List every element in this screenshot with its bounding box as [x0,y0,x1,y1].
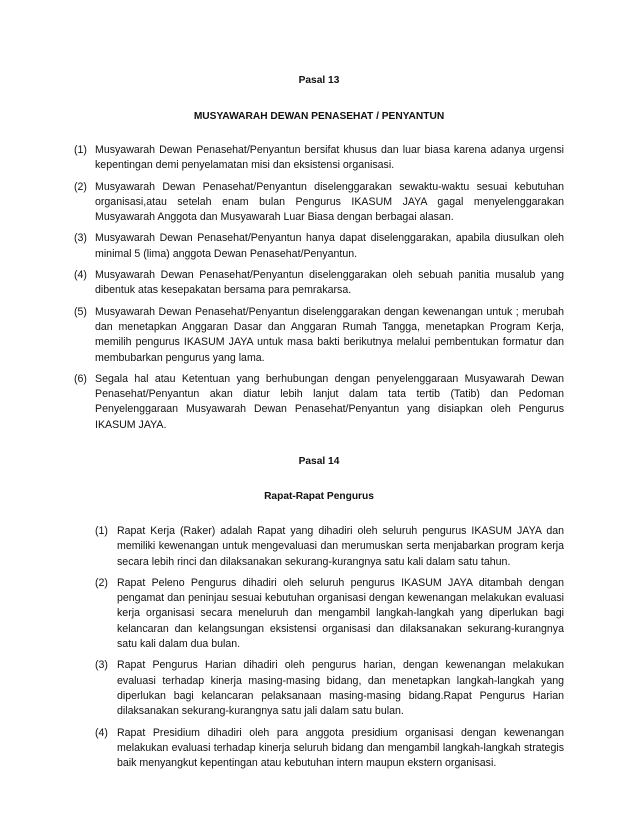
pasal-13-list [74,143,564,439]
list-item [95,576,564,652]
item-text: Rapat Pengurus Harian dihadiri oleh pengurus harian, dengan kewenangan melakukan evaluasi terhadap kinerja masing-masing bidang, dan menetapkan langkah-langkah yang diperlukan bagi kelancaran pelaksanaan masing-masing bidang.Rapat Pengurus Harian dilaksanakan sekurang-kurangnya satu jali dalam satu bulan. [117,659,564,718]
list-item [74,372,564,433]
item-text: Musyawarah Dewan Penasehat/Penyantun hanya dapat diselenggarakan, apabila diusulkan oleh minimal 5 (lima) anggota Dewan Penasehat/Penyantun. [95,232,564,260]
pasal-14-subtitle: Rapat-Rapat Pengurus [264,491,374,502]
pasal-14-list [95,524,564,777]
item-text: Rapat Kerja (Raker) adalah Rapat yang dihadiri oleh seluruh pengurus IKASUM JAYA dan memiliki kewenangan untuk mengevaluasi dan merumuskan serta menjabarkan program kerja secara lebih rinci dan dilaksanakan sekurang-kurangnya satu kali dalam satu tahun. [117,525,564,568]
list-item [95,726,564,772]
item-number: (2) [74,180,87,193]
list-item [74,180,564,226]
item-number: (4) [74,269,87,282]
item-text: Musyawarah Dewan Penasehat/Penyantun bersifat khusus dan luar biasa karena adanya urgensi kepentingan demi penyelamatan misi dan eksistensi organisasi. [95,144,564,172]
item-number: (2) [95,576,108,589]
item-text: Musyawarah Dewan Penasehat/Penyantun diselenggarakan oleh sebuah panitia musalub yang dibentuk atas kesepakatan bersama para pemrakarsa. [95,269,564,297]
list-item [74,231,564,262]
item-text: Rapat Presidium dihadiri oleh para anggota presidium organisasi dengan kewenangan melakukan evaluasi terhadap kinerja seluruh bidang dan mengambil langkah-langkah strategis baik menyangkut kepentingan atau kebutuhan intern maupun ekstern organisasi. [117,726,564,770]
item-number: (1) [74,144,87,156]
list-item [74,143,564,174]
list-item [95,658,564,719]
item-number: (6) [74,372,87,385]
pasal-13-subtitle: MUSYAWARAH DEWAN PENASEHAT / PENYANTUN [193,111,445,122]
item-text: Rapat Peleno Pengurus dihadiri oleh seluruh pengurus IKASUM JAYA ditambah dengan pengamat dan peninjau sesuai kebutuhan organisasi dengan kewenangan melakukan evaluasi kerja organisasi secara meneluruh dan mengambil langkah-langkah yang diperlukan bagi kelancaran dan kelangsungan eksistensi organisasi dan dilaksanakan sekurang-kurangnya satu kali dalam dua bulan. [117,576,564,651]
item-number: (3) [95,659,108,672]
list-item [74,268,564,299]
item-text: Musyawarah Dewan Penasehat/Penyantun diselenggarakan dengan kewenangan untuk ; merubah dan menetapkan Anggaran Dasar dan Anggaran Rumah Tangga, menetapkan Program Kerja, memilih pengurus IKASUM JAYA untuk masa bakti berikutnya melalui pembentukan formatur dan membubarkan pengurus yang lama. [95,305,564,364]
item-number: (3) [74,232,87,245]
list-item [74,305,564,366]
list-item [95,524,564,570]
pasal-13-title: Pasal 13 [298,75,340,86]
item-text: Musyawarah Dewan Penasehat/Penyantun diselenggarakan sewaktu-waktu sesuai kebutuhan organisasi,atau setelah enam bulan Pengurus IKASUM JAYA gagal menyelenggarakan Musyawarah Anggota dan Musyawarah Luar Biasa dengan berbagai alasan. [95,180,564,224]
item-number: (4) [95,726,108,739]
item-number: (5) [74,305,87,318]
pasal-14-title: Pasal 14 [298,456,340,467]
item-text: Segala hal atau Ketentuan yang berhubungan dengan penyelenggaraan Musyawarah Dewan Penasehat/Penyantun akan diatur lebih lanjut dalam tata tertib (Tatib) dan Pedoman Penyelenggaraan Musyawarah Dewan Penasehat/Penyantun yang disiapkan oleh Pengurus IKASUM JAYA. [95,372,564,431]
item-number: (1) [95,525,108,537]
